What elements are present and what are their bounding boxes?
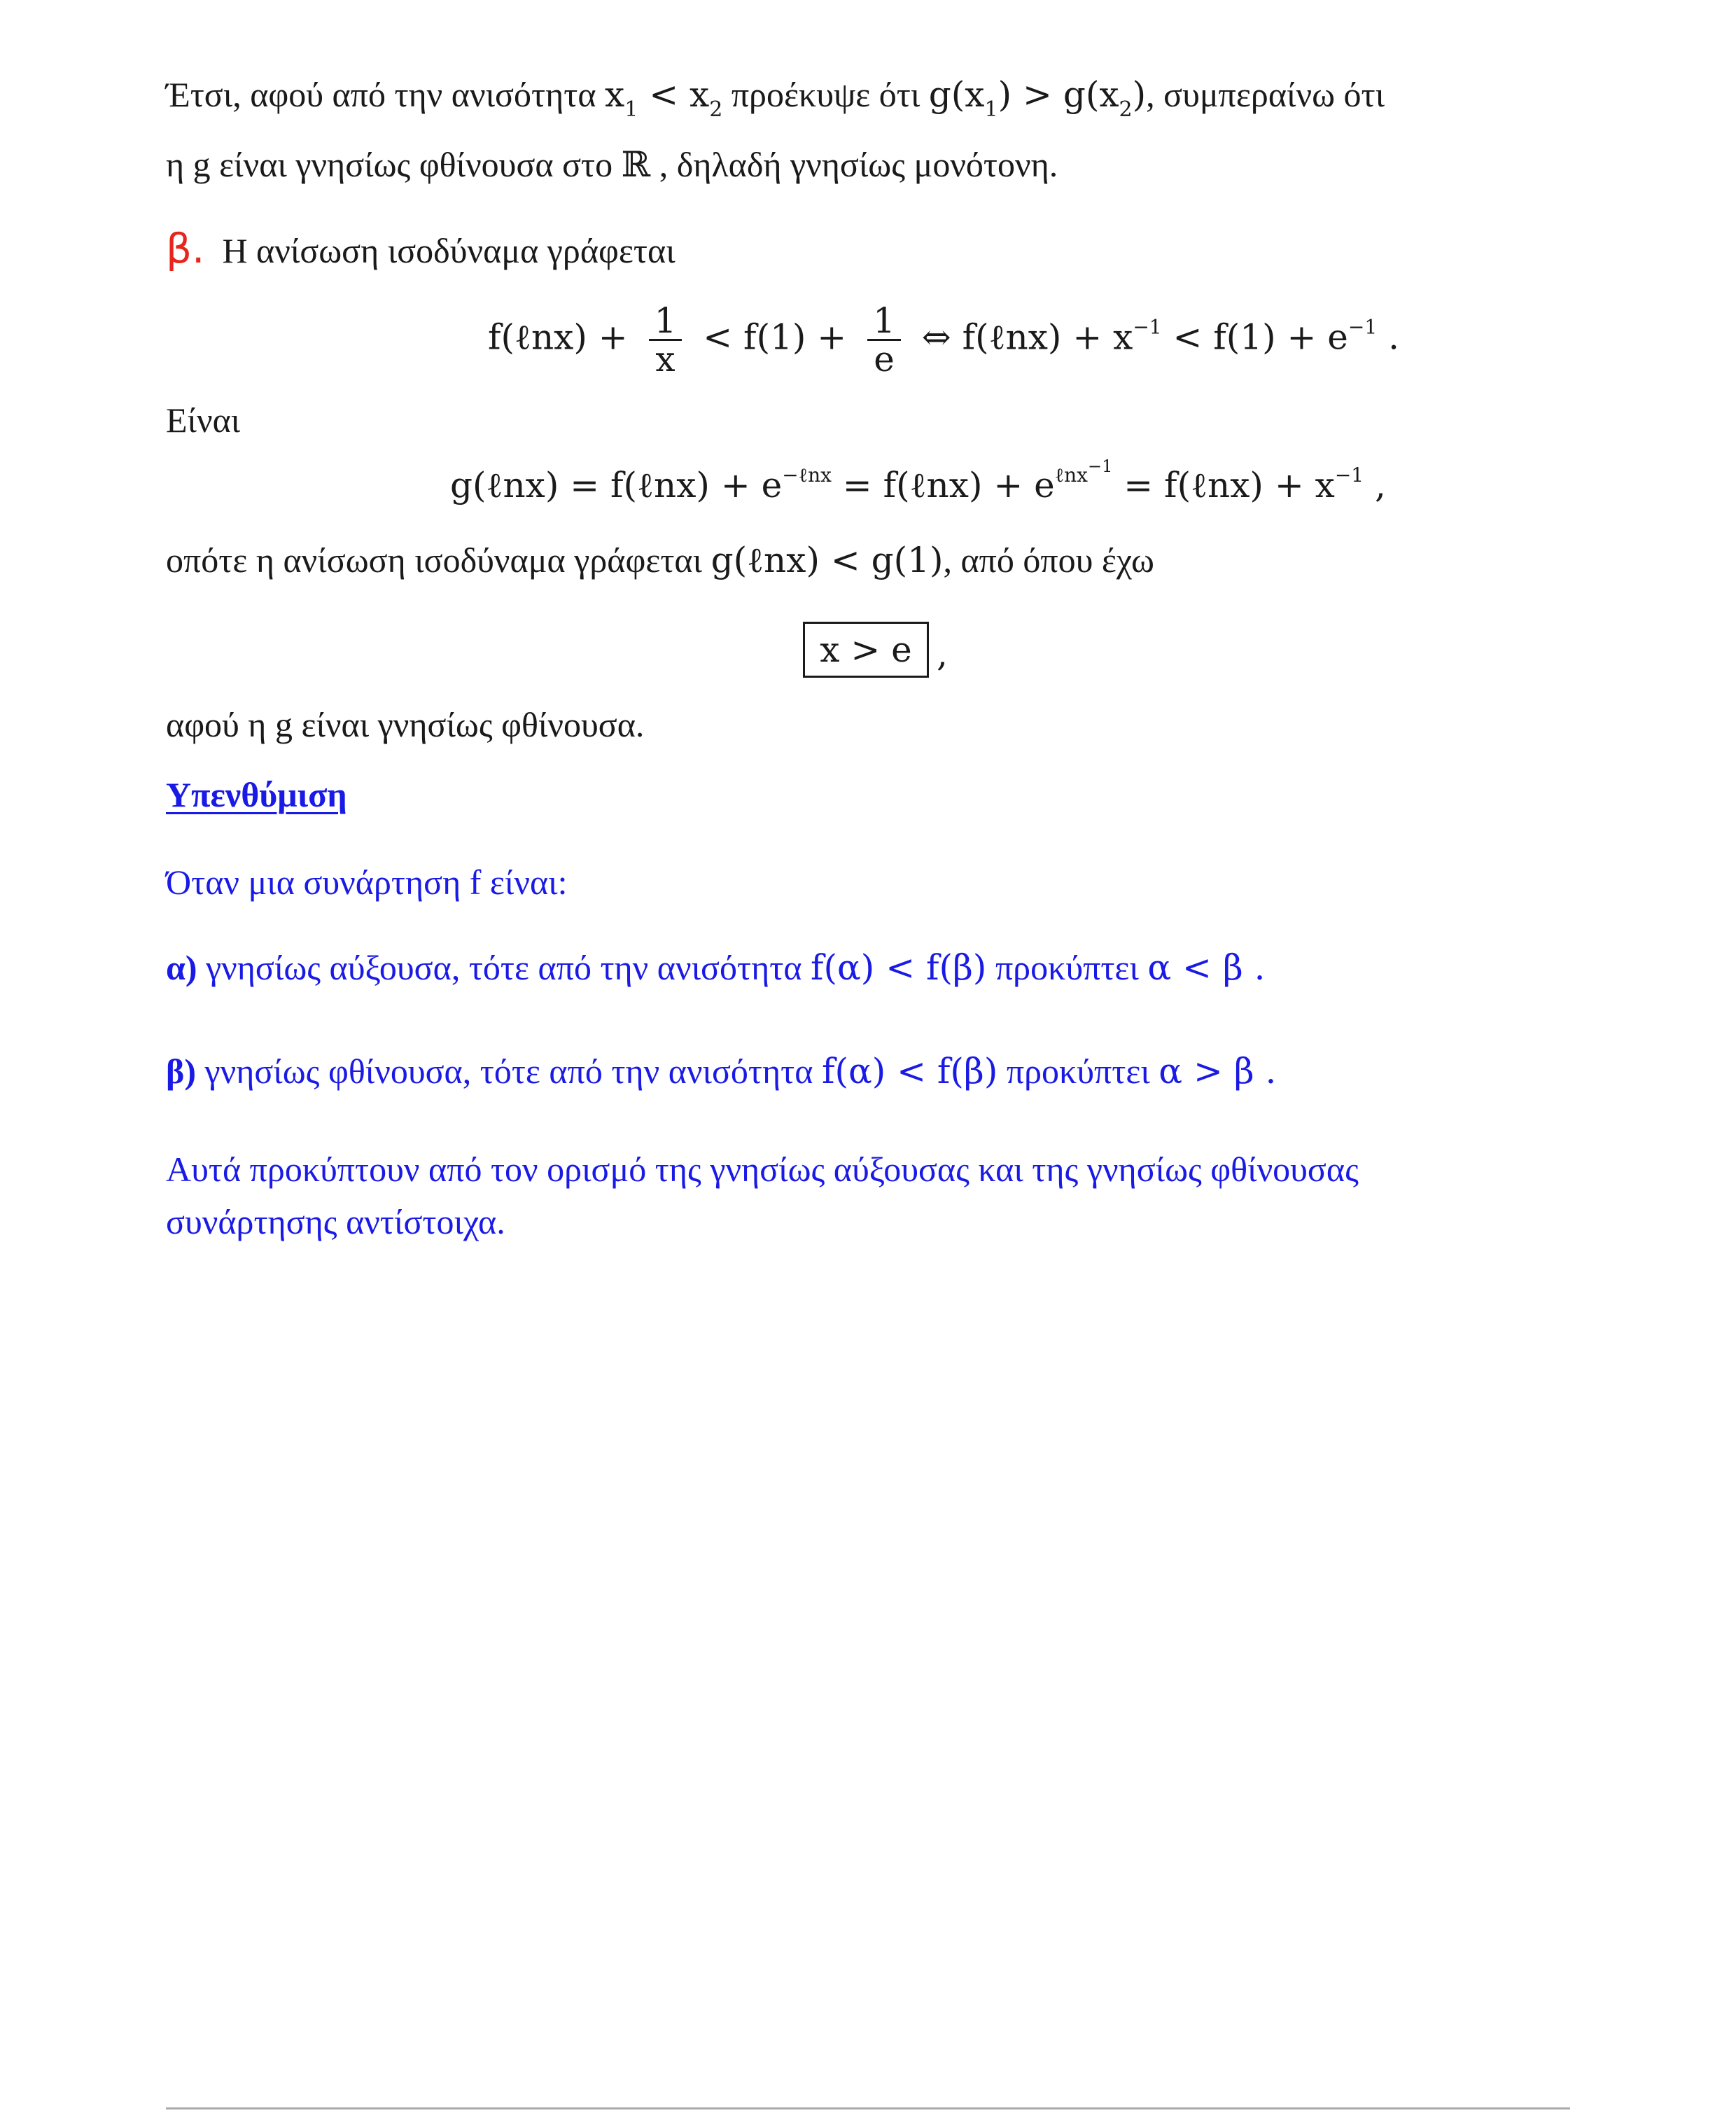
math-gt: >: [1011, 74, 1063, 115]
text-segment: , συμπεραίνω ότι: [1146, 75, 1385, 114]
text-segment: προκύπτει: [997, 1052, 1159, 1091]
paragraph-1-line-1: [166, 74, 1385, 131]
exponent-superscript: −1: [1087, 456, 1113, 476]
eq1-right-a: ⇔ f(ℓnx) + x: [910, 316, 1133, 358]
text-segment: προέκυψε ότι: [722, 75, 929, 114]
math-g-open: g(x: [928, 74, 985, 115]
reminder-item-b: [166, 1050, 1276, 1092]
math-x: x: [605, 74, 625, 115]
fraction-numerator: 1: [654, 300, 677, 341]
part-b-text: Η ανίσωση ισοδύναμα γράφεται: [222, 231, 676, 270]
fraction-1-over-x: [649, 302, 682, 377]
part-b-intro: [166, 225, 676, 272]
equation-2: [450, 456, 1386, 505]
footer-divider: [166, 2107, 1570, 2109]
fraction-numerator: 1: [873, 300, 895, 341]
reminder-intro: Όταν μια συνάρτηση f είναι:: [166, 863, 568, 902]
text-segment: οπότε η ανίσωση ισοδύναμα γράφεται: [166, 541, 711, 580]
text-segment: προκύπτει: [986, 948, 1148, 987]
text-segment: γνησίως φθίνουσα, τότε από την ανισότητα: [196, 1052, 822, 1091]
eq2-part-2: = f(ℓnx) + e: [831, 465, 1055, 505]
eq2-part-1: g(ℓnx) = f(ℓnx) + e: [450, 465, 783, 505]
math-g-close: ): [1132, 74, 1147, 115]
text-segment: Έτσι, αφού από την ανισότητα: [166, 75, 606, 114]
subscript-1: 1: [984, 97, 998, 122]
reminder-heading[interactable]: Υπενθύμιση: [166, 775, 347, 814]
item-a-label: α): [166, 948, 197, 987]
eq1-right-b: < f(1) + e: [1161, 316, 1348, 358]
boxed-comma: ,: [937, 634, 948, 674]
item-b-label: β): [166, 1052, 196, 1091]
math-inequality: f(α) < f(β): [811, 947, 987, 988]
math-g-open: g(x: [1063, 74, 1119, 115]
text-segment: γνησίως αύξουσα, τότε από την ανισότητα: [197, 948, 811, 987]
eq1-left: f(ℓnx) +: [488, 316, 639, 358]
paragraph-3: αφού η g είναι γνησίως φθίνουσα.: [166, 705, 645, 744]
math-lt: <: [638, 74, 690, 115]
paragraph-1-line-2: η g είναι γνησίως φθίνουσα στο ℝ , δηλαδή γνησίως μονότονη.: [166, 145, 1058, 184]
equation-1: [488, 302, 1399, 377]
eq2-end: ,: [1364, 465, 1386, 505]
fraction-denominator: x: [655, 339, 676, 379]
subscript-2: 2: [709, 97, 723, 122]
math-result: α > β .: [1158, 1051, 1277, 1092]
exponent: −1: [1348, 315, 1378, 339]
math-result: α < β .: [1147, 947, 1266, 988]
eq2-part-3: = f(ℓnx) + x: [1112, 465, 1335, 505]
reminder-closing-line-2: συνάρτησης αντίστοιχα.: [166, 1202, 505, 1241]
eq1-end: .: [1377, 316, 1399, 358]
eq1-mid: < f(1) +: [692, 316, 858, 358]
fraction-1-over-e: [867, 302, 901, 377]
math-inequality: f(α) < f(β): [821, 1051, 998, 1092]
reminder-closing-line-1: Αυτά προκύπτουν από τον ορισμό της γνησίως αύξουσας και της γνησίως φθίνουσας: [166, 1150, 1359, 1189]
text-segment: , από όπου έχω: [943, 541, 1154, 580]
reminder-item-a: [166, 947, 1266, 989]
exponent: −ℓnx: [782, 463, 832, 487]
exponent: [1054, 456, 1113, 487]
part-b-label: β.: [166, 225, 205, 272]
exponent-base: ℓnx: [1054, 463, 1088, 487]
subscript-2: 2: [1119, 97, 1133, 122]
fraction-denominator: e: [874, 339, 895, 379]
paragraph-2: [166, 539, 1154, 581]
exponent: −1: [1133, 315, 1162, 339]
subscript-1: 1: [624, 97, 638, 122]
einai-text: Είναι: [166, 400, 241, 440]
math-x: x: [690, 74, 710, 115]
math-inequality: g(ℓnx) < g(1): [710, 540, 944, 580]
exponent: −1: [1334, 463, 1364, 487]
boxed-result: x > e: [803, 622, 929, 678]
math-g-close: ): [997, 74, 1012, 115]
